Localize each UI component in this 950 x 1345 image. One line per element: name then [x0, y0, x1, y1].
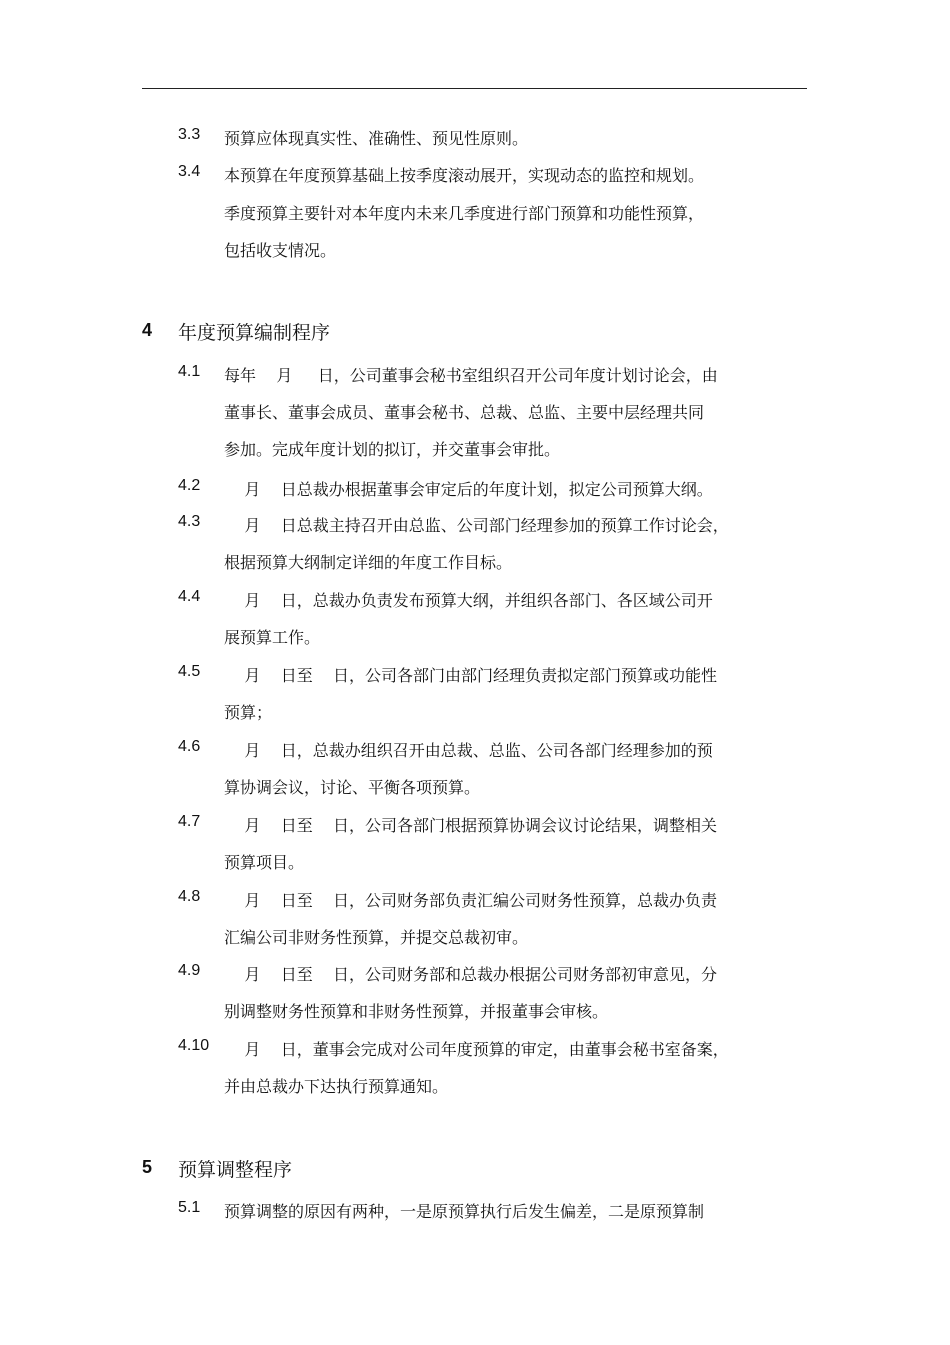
item-line: 包括收支情况。 [224, 241, 337, 260]
item-line: 月 日至 日，公司财务部和总裁办根据公司财务部初审意见，分 [224, 965, 718, 984]
item-line: 汇编公司非财务性预算，并提交总裁初审。 [224, 928, 529, 947]
item-line: 月 日，总裁办负责发布预算大纲，并组织各部门、各区域公司开 [224, 591, 713, 610]
item-line: 预算调整的原因有两种，一是原预算执行后发生偏差，二是原预算制 [224, 1202, 705, 1221]
item-number: 4.9 [178, 962, 201, 979]
item-line: 预算应体现真实性、准确性、预见性原则。 [224, 129, 529, 148]
item-line: 别调整财务性预算和非财务性预算，并报董事会审核。 [224, 1002, 609, 1021]
item-line: 月 日至 日，公司财务部负责汇编公司财务性预算，总裁办负责 [224, 891, 718, 910]
item-line: 根据预算大纲制定详细的年度工作目标。 [224, 553, 513, 572]
item-line: 算协调会议，讨论、平衡各项预算。 [224, 778, 481, 797]
item-number: 5.1 [178, 1199, 201, 1216]
item-number: 3.3 [178, 126, 201, 143]
item-number: 4.10 [178, 1037, 210, 1054]
item-line: 季度预算主要针对本年度内未来几季度进行部门预算和功能性预算， [224, 204, 705, 223]
item-line: 月 日总裁办根据董事会审定后的年度计划，拟定公司预算大纲。 [224, 480, 713, 499]
item-line: 月 日至 日，公司各部门根据预算协调会议讨论结果，调整相关 [224, 816, 718, 835]
header-rule [142, 88, 807, 89]
item-line: 每年 月 日，公司董事会秘书室组织召开公司年度计划讨论会，由 [224, 366, 718, 385]
item-number: 3.4 [178, 163, 201, 180]
item-line: 月 日，总裁办组织召开由总裁、总监、公司各部门经理参加的预 [224, 741, 713, 760]
item-number: 4.4 [178, 588, 201, 605]
section-title: 预算调整程序 [178, 1159, 293, 1181]
item-line: 月 日，董事会完成对公司年度预算的审定，由董事会秘书室备案， [224, 1040, 729, 1059]
item-line: 本预算在年度预算基础上按季度滚动展开，实现动态的监控和规划。 [224, 166, 705, 185]
section-number: 4 [142, 320, 153, 340]
item-line: 展预算工作。 [224, 628, 321, 647]
item-number: 4.5 [178, 663, 201, 680]
item-number: 4.7 [178, 813, 201, 830]
item-number: 4.6 [178, 738, 201, 755]
item-number: 4.8 [178, 888, 201, 905]
item-number: 4.3 [178, 513, 201, 530]
item-line: 参加。完成年度计划的拟订，并交董事会审批。 [224, 440, 561, 459]
item-number: 4.2 [178, 477, 201, 494]
item-line: 预算； [224, 703, 273, 722]
item-line: 月 日总裁主持召开由总监、公司部门经理参加的预算工作讨论会， [224, 516, 729, 535]
item-line: 董事长、董事会成员、董事会秘书、总裁、总监、主要中层经理共同 [224, 403, 705, 422]
item-line: 预算项目。 [224, 853, 305, 872]
section-number: 5 [142, 1157, 153, 1177]
item-number: 4.1 [178, 363, 201, 380]
section-title: 年度预算编制程序 [178, 322, 331, 344]
item-line: 月 日至 日，公司各部门由部门经理负责拟定部门预算或功能性 [224, 666, 718, 685]
item-line: 并由总裁办下达执行预算通知。 [224, 1077, 449, 1096]
